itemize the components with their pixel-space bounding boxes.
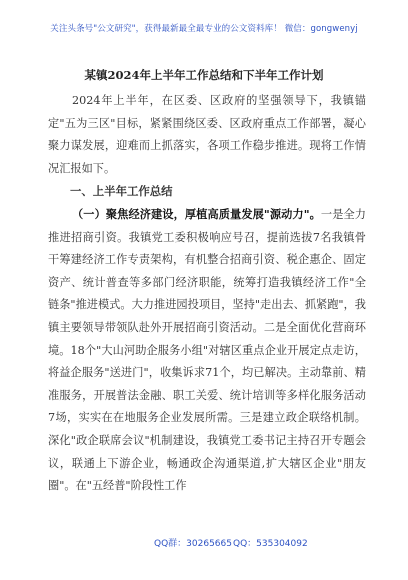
paragraph-text: 一是全力推进招商引资。我镇党工委积极响应号召，提前选拔7名我镇骨干筹建经济工作专责架构，有机整合招商引资、税企惠企、固定资产、统计普查等多部门经济职能，统筹打造我镇经济工作"全链条"推进模式。大力推进园投项目，坚持"走出去、抓紧跑"，我镇主要领导带领队赴外开展招商引资活动。二是全面优化营商环境。18个"大山河助企服务小组"对辖区重点企业开展定点走访，将益企服务"送进门"，收集诉求71个，均已解决。主动靠前、精准服务，开展普法金融、职工关爱、统计培训等多样化服务活动7场，实实在在地服务企业发展所需。三是建立政企联络机制。深化"政企联席会议"机制建设，我镇党工委书记主持召开专题会议，联通上下游企业，畅通政企沟通渠道,扩大辖区企业"朋友圈"。在"五经普"阶段性工作 [48, 208, 366, 493]
top-banner: 关注头条号"公文研究"，获得最新最全最专业的公文资料库！ 微信：gongwenyj [50, 24, 358, 34]
intro-paragraph: 2024年上半年，在区委、区政府的坚强领导下，我镇锚定"五为三区"目标，紧紧围绕区委、区政府重点工作部署，凝心聚力谋发展，迎难而上抓落实，各项工作稳步推进。现将工作情况汇报如下。 [48, 94, 366, 175]
section-heading: 一、上半年工作总结 [70, 184, 173, 198]
footer-qq-group: QQ群：30265665 [154, 539, 232, 549]
body-paragraph [48, 203, 366, 498]
page-title: 某镇2024年上半年工作总结和下半年工作计划 [84, 68, 324, 82]
footer-qq: QQ：535304092 [233, 539, 308, 549]
paragraph-lead: （一）聚焦经济建设，厚植高质量发展"源动力"。 [72, 207, 321, 221]
